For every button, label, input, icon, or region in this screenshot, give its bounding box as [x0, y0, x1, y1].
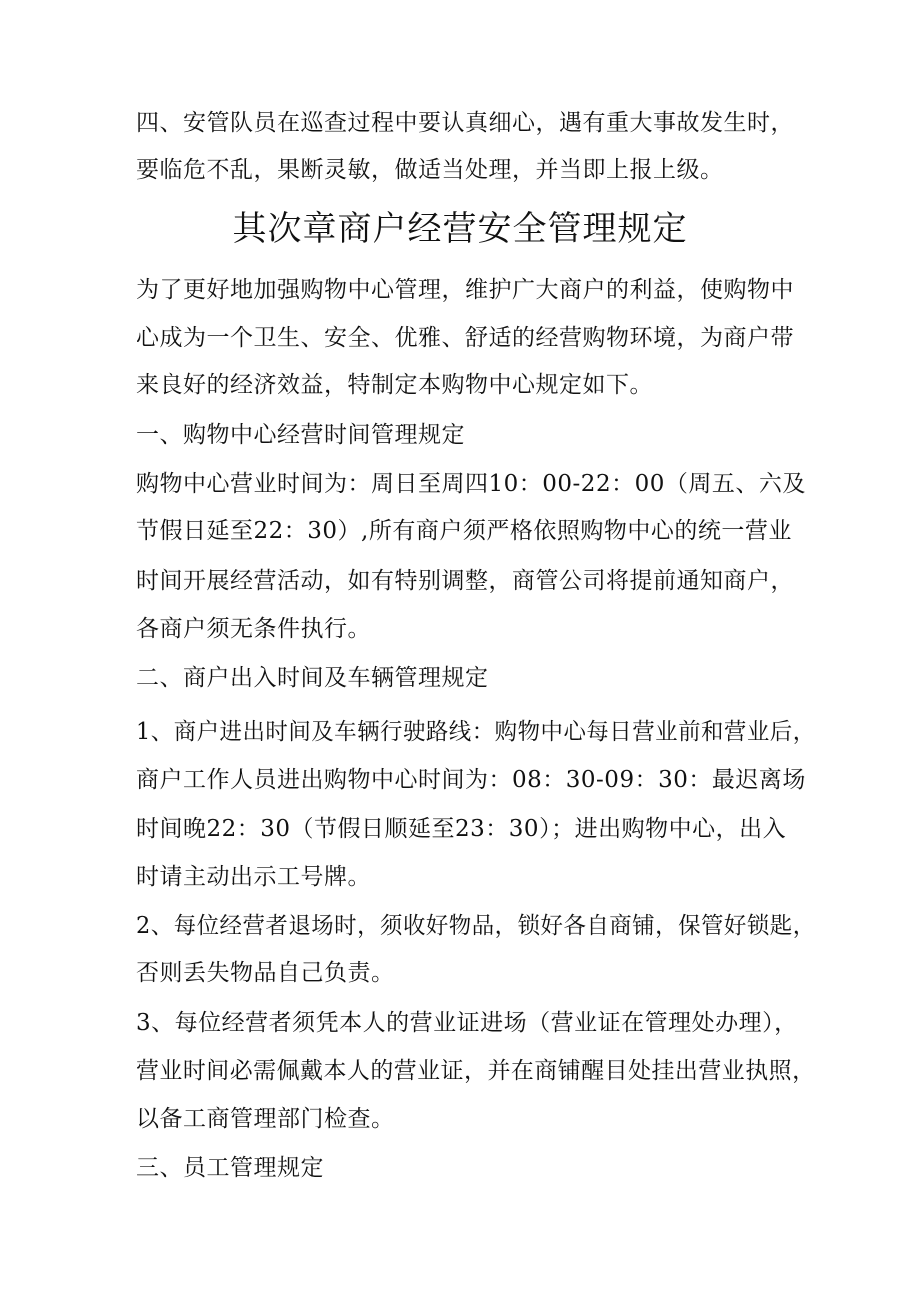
section-heading: 二、商户出入时间及车辆管理规定 — [136, 665, 489, 691]
paragraph-line: 各商户须无条件执行。 — [136, 616, 371, 642]
paragraph-line: 来良好的经济效益，特制定本购物中心规定如下。 — [136, 372, 653, 398]
paragraph-line: 时间开展经营活动，如有特别调整，商管公司将提前通知商户， — [136, 568, 794, 594]
paragraph-line: 四、安管队员在巡查过程中要认真细心，遇有重大事故发生时， — [136, 110, 794, 136]
paragraph-line: 心成为一个卫生、安全、优雅、舒适的经营购物环境，为商户带 — [136, 325, 794, 351]
paragraph-line: 1、商户进出时间及车辆行驶路线：购物中心每日营业前和营业后， — [136, 719, 816, 745]
paragraph-line: 节假日延至22：30）,所有商户须严格依照购物中心的统一营业 — [136, 518, 792, 544]
paragraph-line: 2、每位经营者退场时，须收好物品，锁好各自商铺，保管好锁匙， — [136, 913, 816, 939]
paragraph-line: 营业时间必需佩戴本人的营业证，并在商铺醒目处挂出营业执照， — [136, 1058, 816, 1084]
paragraph-line: 为了更好地加强购物中心管理，维护广大商户的利益，使购物中 — [136, 277, 794, 303]
paragraph-line: 要临危不乱，果断灵敏，做适当处理，并当即上报上级。 — [136, 157, 724, 183]
paragraph-line: 时请主动出示工号牌。 — [136, 864, 371, 890]
paragraph-line: 3、每位经营者须凭本人的营业证进场（营业证在管理处办理）， — [136, 1010, 798, 1036]
paragraph-line: 否则丢失物品自己负责。 — [136, 960, 395, 986]
section-heading: 一、购物中心经营时间管理规定 — [136, 422, 465, 448]
paragraph-line: 购物中心营业时间为：周日至周四10：00-22：00（周五、六及 — [136, 471, 806, 497]
paragraph-line: 商户工作人员进出购物中心时间为：08：30-09：30：最迟离场 — [136, 767, 806, 793]
paragraph-line: 时间晚22：30（节假日顺延至23：30）；进出购物中心，出入 — [136, 816, 787, 842]
paragraph-line: 以备工商管理部门检查。 — [136, 1106, 395, 1132]
section-heading: 三、员工管理规定 — [136, 1155, 324, 1181]
chapter-title: 其次章商户经营安全管理规定 — [232, 209, 688, 249]
